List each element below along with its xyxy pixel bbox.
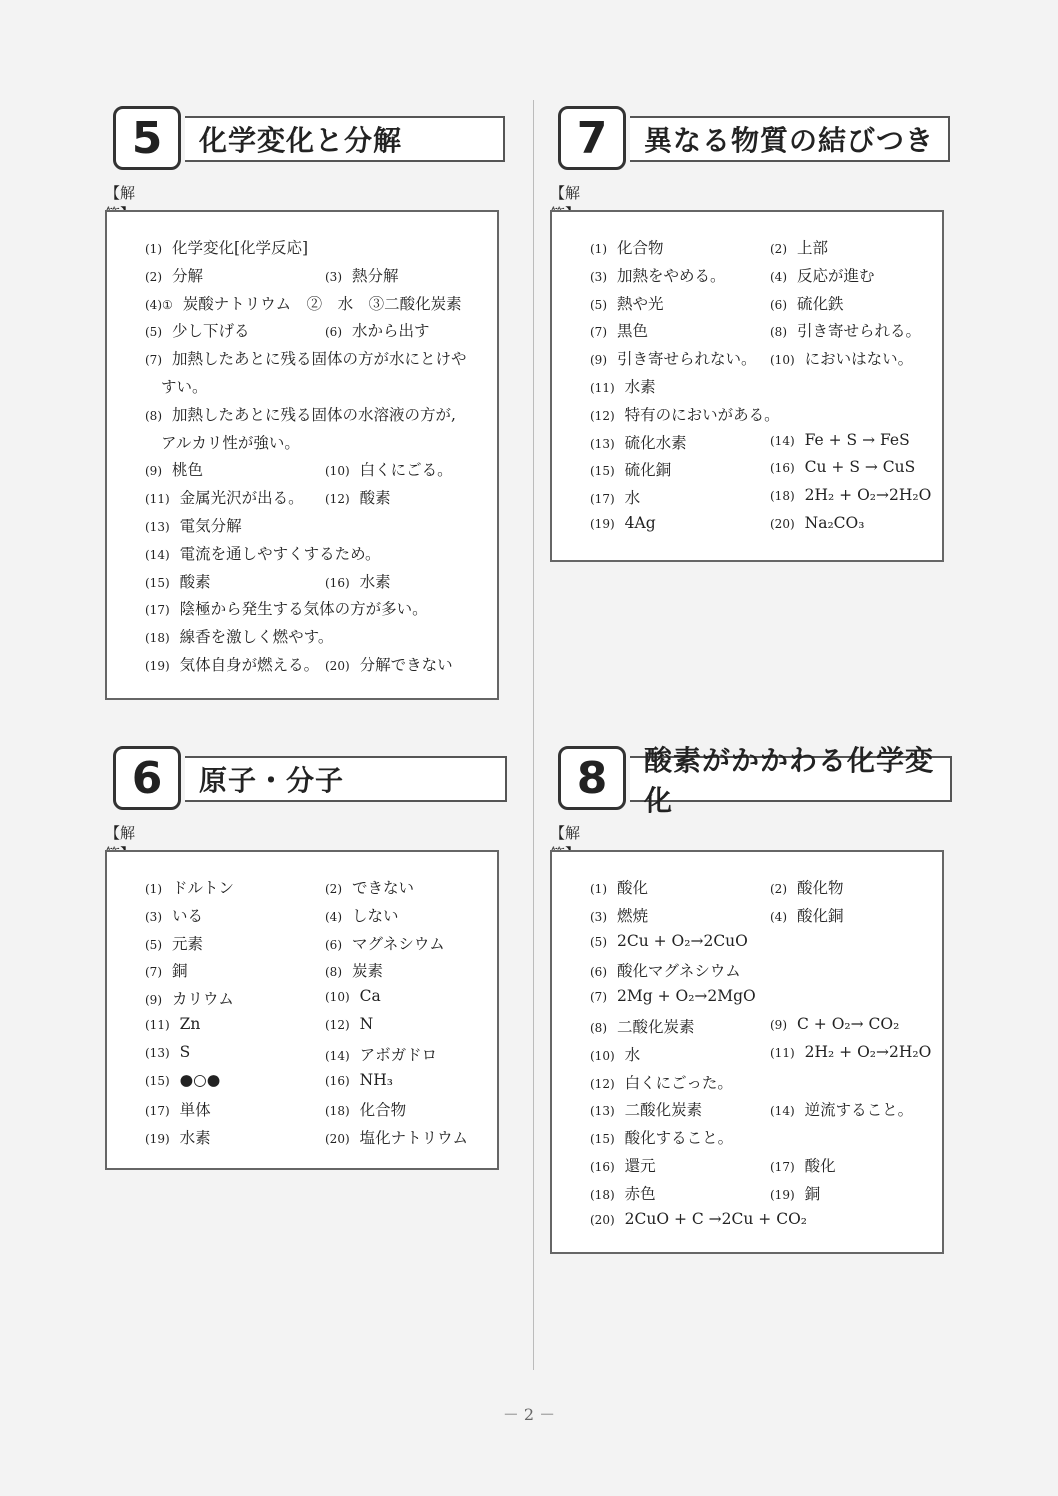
answer-key: (9) (590, 353, 607, 368)
answer-key: (13) (145, 520, 170, 534)
answer-item (590, 458, 671, 480)
answer-key: (9) (770, 1018, 787, 1032)
answer-key: (12) (325, 1018, 350, 1032)
answer-key: (7) (590, 990, 607, 1005)
answer-item (770, 347, 913, 369)
answer-item (325, 1071, 393, 1089)
answer-text: N (359, 1015, 374, 1033)
answer-key: (7) (145, 965, 162, 980)
answer-text: しない (352, 906, 399, 925)
answer-key: (18) (145, 631, 170, 646)
answer-item (590, 1210, 807, 1228)
answer-key: (4) (770, 269, 787, 284)
answer-key: (5) (590, 297, 607, 312)
answer-text: 熱や光 (617, 294, 664, 313)
answer-item (325, 959, 383, 981)
answer-item (325, 570, 391, 592)
answer-label: 【解 (105, 184, 136, 202)
answer-item (145, 1043, 190, 1061)
answer-item (145, 570, 211, 592)
answer-item (145, 292, 462, 314)
answer-key: (8) (325, 965, 342, 980)
answer-item (770, 1182, 820, 1204)
answer-key: (5) (145, 937, 162, 952)
answer-item (325, 904, 399, 926)
answer-text: 水素 (179, 1129, 211, 1148)
answer-text: 単体 (179, 1101, 211, 1120)
answer-text: 白くにごる。 (359, 461, 453, 480)
answer-text: 2Mg + O₂→2MgO (617, 987, 756, 1006)
answer-key: (19) (145, 1132, 170, 1147)
answer-key: (3) (590, 269, 607, 284)
answer-text: マグネシウム (352, 934, 445, 953)
answer-key: (5) (145, 325, 162, 340)
answer-item (770, 236, 828, 258)
answer-item (590, 932, 748, 950)
answer-key: (2) (145, 269, 162, 284)
answer-text: 加熱したあとに残る固体の水溶液の方が, (172, 405, 456, 424)
column-divider (533, 100, 534, 1370)
answer-key: (1) (145, 242, 162, 256)
answer-key: (16) (325, 1073, 350, 1088)
answer-text: 化合物 (359, 1101, 407, 1120)
answer-key: (17) (770, 1160, 795, 1174)
answer-key: (16) (770, 461, 795, 476)
answer-item (161, 431, 300, 453)
answer-item (590, 1126, 733, 1148)
answer-item (770, 486, 931, 504)
answer-item (145, 1098, 211, 1120)
answer-key: (11) (145, 492, 170, 507)
answer-key: (6) (590, 965, 607, 980)
answer-text: 酸化すること。 (624, 1129, 734, 1148)
answer-item (145, 403, 456, 425)
answer-text: 元素 (172, 934, 204, 953)
answer-item (770, 431, 910, 449)
page-number: － 2 － (502, 1405, 556, 1424)
answer-item (145, 625, 333, 647)
answer-key: (20) (325, 1132, 350, 1147)
answer-item (590, 1182, 656, 1204)
answer-item (770, 904, 844, 926)
answer-item (325, 458, 453, 480)
answer-text: アルカリ性が強い。 (161, 433, 300, 452)
answer-box (105, 850, 499, 1170)
answer-text: S (179, 1042, 191, 1061)
answer-text: 二酸化炭素 (624, 1101, 703, 1120)
answer-text: 分解 (172, 266, 204, 285)
answer-text: 水素 (624, 378, 656, 396)
answer-text: 酸化物 (797, 879, 844, 897)
answer-text: 銅 (804, 1184, 821, 1203)
answer-key: (8) (590, 1021, 607, 1035)
answer-text: 酸化 (617, 879, 649, 897)
answer-item (590, 403, 780, 425)
answer-text: すい。 (161, 378, 208, 396)
answer-item (770, 264, 875, 286)
answer-item (770, 458, 915, 476)
answer-text: 反応が進む (797, 266, 875, 285)
answer-text: 還元 (624, 1157, 656, 1175)
answer-key: (10) (770, 353, 795, 368)
answer-text: 水 (624, 1045, 641, 1064)
answer-item (145, 1071, 220, 1089)
answer-key: (14) (325, 1048, 350, 1063)
answer-text: 2H₂ + O₂→2H₂O (804, 486, 932, 505)
answer-key: (1) (590, 242, 607, 256)
answer-key: (10) (325, 990, 350, 1005)
answer-key: (14) (145, 547, 170, 562)
answer-text: 燃焼 (617, 906, 649, 925)
answer-item (145, 876, 234, 898)
answer-text: 引き寄せられる。 (797, 322, 922, 341)
answer-key: (6) (325, 325, 342, 340)
answer-text: 分解できない (359, 656, 453, 674)
answer-key: (3) (590, 909, 607, 924)
answer-item (325, 319, 430, 341)
answer-key: (10) (590, 1048, 615, 1063)
answer-item (590, 904, 648, 926)
answer-text: Ca (359, 987, 381, 1006)
answer-key: (2) (325, 882, 342, 896)
section-title: 化学変化と分解 (185, 116, 505, 162)
answer-text: できない (352, 879, 415, 897)
answer-key: (19) (590, 517, 615, 531)
answer-text: 塩化ナトリウム (359, 1129, 468, 1148)
answer-item (325, 1098, 406, 1120)
answer-item (325, 932, 445, 954)
answer-key: (12) (325, 492, 350, 507)
answer-text: 少し下げる (172, 322, 250, 341)
answer-text: 熱分解 (352, 266, 399, 285)
answer-key: (1) (590, 882, 607, 896)
answer-text: 水素 (359, 572, 391, 591)
answer-item (590, 236, 664, 258)
answer-key: (10) (325, 464, 350, 479)
answer-text: いる (172, 906, 204, 925)
answer-text: Fe + S → FeS (804, 430, 910, 449)
answer-key: (3) (325, 269, 342, 284)
answer-key: (15) (145, 1073, 170, 1088)
answer-key: (4)① (145, 297, 173, 312)
answer-text: 気体自身が燃える。 (179, 656, 320, 674)
answer-key: (6) (770, 297, 787, 312)
answer-item (145, 597, 428, 619)
answer-text: 炭酸ナトリウム ② 水 ③二酸化炭素 (182, 294, 462, 313)
answer-key: (20) (325, 659, 350, 673)
answer-key: (13) (590, 436, 615, 451)
answer-item (145, 542, 381, 564)
answer-text: C + O₂→ CO₂ (797, 1015, 900, 1033)
answer-text: 酸化マグネシウム (617, 962, 741, 981)
answer-text: 化合物 (617, 239, 664, 257)
answer-item (145, 987, 234, 1009)
answer-item (325, 486, 391, 508)
answer-text: 水 (624, 489, 641, 508)
answer-text: 水から出す (352, 322, 430, 341)
answer-key: (1) (145, 882, 162, 896)
answer-text: 硫化水素 (624, 433, 687, 452)
answer-text: 陰極から発生する気体の方が多い。 (179, 600, 428, 619)
answer-key: (14) (770, 433, 795, 448)
answer-item (770, 1015, 899, 1033)
answer-item (145, 514, 242, 536)
answer-text: 酸化 (804, 1157, 836, 1175)
answer-key: (19) (145, 659, 170, 673)
answer-text: 化学変化[化学反応] (172, 239, 309, 257)
answer-item (145, 1015, 200, 1033)
answer-label: 【解 (550, 824, 581, 842)
answer-key: (15) (590, 464, 615, 479)
answer-text: ●○● (179, 1070, 221, 1089)
answer-key: (8) (770, 325, 787, 340)
answer-key: (17) (590, 492, 615, 507)
answer-key: (17) (145, 603, 170, 618)
answer-item (770, 292, 844, 314)
answer-key: (11) (145, 1018, 170, 1032)
answer-key: (8) (145, 408, 162, 423)
answer-key: (16) (590, 1160, 615, 1174)
answer-text: 特有のにおいがある。 (624, 405, 780, 424)
answer-text: 逆流すること。 (804, 1101, 914, 1120)
section-title: 原子・分子 (185, 756, 507, 802)
answer-text: 2H₂ + O₂→2H₂O (804, 1042, 932, 1061)
section-number: 8 (558, 746, 626, 810)
answer-text: においはない。 (804, 350, 914, 369)
answer-item (145, 959, 188, 981)
answer-item (325, 1043, 437, 1065)
answer-item (770, 876, 844, 898)
answer-key: (6) (325, 937, 342, 952)
answer-key: (14) (770, 1104, 795, 1119)
answer-item (325, 1015, 373, 1033)
answer-item (590, 486, 640, 508)
answer-item (590, 1154, 656, 1176)
answer-text: 2Cu + O₂→2CuO (617, 931, 748, 950)
answer-item (145, 347, 467, 369)
answer-text: ドルトン (172, 879, 235, 897)
answer-key: (11) (590, 381, 615, 395)
answer-key: (7) (145, 353, 162, 368)
answer-text: 硫化鉄 (797, 294, 844, 313)
answer-item (770, 1154, 836, 1176)
answer-item (590, 431, 687, 453)
answer-item (770, 319, 921, 341)
answer-text: 電流を通しやすくするため。 (179, 544, 381, 563)
section-number: 5 (113, 106, 181, 170)
answer-item (325, 876, 414, 898)
answer-item (770, 1098, 913, 1120)
section-title: 酸素がかかわる化学変化 (630, 756, 952, 802)
answer-item (145, 264, 203, 286)
answer-key: (18) (590, 1187, 615, 1202)
answer-item (590, 959, 741, 981)
section-title: 異なる物質の結びつき (630, 116, 950, 162)
answer-text: 2CuO + C →2Cu + CO₂ (624, 1209, 807, 1228)
answer-text: NH₃ (359, 1070, 393, 1089)
answer-key: (12) (590, 1076, 615, 1091)
answer-item (590, 319, 648, 341)
answer-key: (5) (590, 934, 607, 949)
section-number: 6 (113, 746, 181, 810)
answer-item (145, 319, 250, 341)
answer-key: (3) (145, 909, 162, 924)
answer-text: 線香を激しく燃やす。 (179, 628, 334, 647)
answer-text: Zn (179, 1015, 201, 1033)
section-number: 7 (558, 106, 626, 170)
answer-item (590, 987, 756, 1005)
answer-text: 上部 (797, 239, 829, 257)
answer-item (325, 264, 399, 286)
answer-text: 酸素 (179, 572, 211, 591)
answer-text: アボガドロ (359, 1045, 438, 1064)
answer-key: (9) (145, 993, 162, 1008)
answer-text: Cu + S → CuS (804, 458, 916, 477)
answer-text: Na₂CO₃ (804, 514, 865, 532)
answer-text: 銅 (172, 962, 188, 981)
answer-key: (4) (325, 909, 342, 924)
answer-key: (20) (590, 1212, 615, 1227)
answer-label: 【解 (550, 184, 581, 202)
answer-text: 桃色 (172, 461, 204, 480)
answer-key: (16) (325, 575, 350, 590)
answer-key: (20) (770, 517, 795, 531)
answer-key: (13) (145, 1045, 170, 1060)
answer-item (590, 375, 656, 397)
answer-text: 加熱したあとに残る固体の方が水にとけや (172, 350, 467, 369)
answer-text: 白くにごった。 (624, 1073, 733, 1092)
answer-item (590, 514, 656, 532)
answer-text: 硫化銅 (624, 461, 672, 480)
answer-item (325, 1126, 468, 1148)
answer-item (145, 904, 203, 926)
answer-text: 酸化銅 (797, 906, 844, 925)
answer-key: (7) (590, 325, 607, 340)
answer-text: 赤色 (624, 1184, 656, 1203)
answer-key: (18) (325, 1104, 350, 1119)
answer-item (325, 987, 381, 1005)
answer-item (590, 1043, 640, 1065)
answer-key: (2) (770, 882, 787, 896)
answer-key: (15) (145, 575, 170, 590)
answer-item (145, 236, 308, 258)
answer-item (145, 932, 203, 954)
answer-item (590, 1071, 733, 1093)
answer-item (590, 264, 726, 286)
answer-key: (19) (770, 1187, 795, 1202)
answer-label: 【解 (105, 824, 136, 842)
answer-text: 二酸化炭素 (617, 1018, 695, 1036)
answer-item (770, 1043, 931, 1061)
answer-text: 4Ag (624, 514, 656, 532)
answer-item (325, 653, 453, 675)
answer-item (590, 1015, 695, 1037)
answer-item (145, 458, 203, 480)
answer-key: (18) (770, 489, 795, 504)
answer-text: 電気分解 (179, 517, 242, 535)
answer-key: (13) (590, 1104, 615, 1119)
answer-item (145, 486, 304, 508)
answer-key: (11) (770, 1045, 795, 1060)
answer-item (161, 375, 208, 397)
answer-item (590, 347, 757, 369)
answer-text: 酸素 (359, 489, 391, 508)
answer-item (145, 1126, 211, 1148)
answer-key: (2) (770, 242, 787, 256)
answer-text: カリウム (172, 990, 234, 1009)
answer-item (590, 876, 648, 898)
answer-text: 黒色 (617, 322, 649, 341)
answer-key: (17) (145, 1104, 170, 1119)
answer-item (145, 653, 319, 675)
answer-text: 炭素 (352, 962, 384, 981)
answer-item (770, 514, 864, 532)
answer-key: (12) (590, 408, 615, 423)
answer-item (590, 1098, 702, 1120)
answer-item (590, 292, 664, 314)
answer-key: (4) (770, 909, 787, 924)
answer-key: (15) (590, 1132, 615, 1147)
answer-text: 引き寄せられない。 (617, 350, 757, 369)
answer-text: 金属光沢が出る。 (179, 489, 304, 508)
answer-key: (9) (145, 464, 162, 479)
answer-text: 加熱をやめる。 (617, 266, 726, 285)
